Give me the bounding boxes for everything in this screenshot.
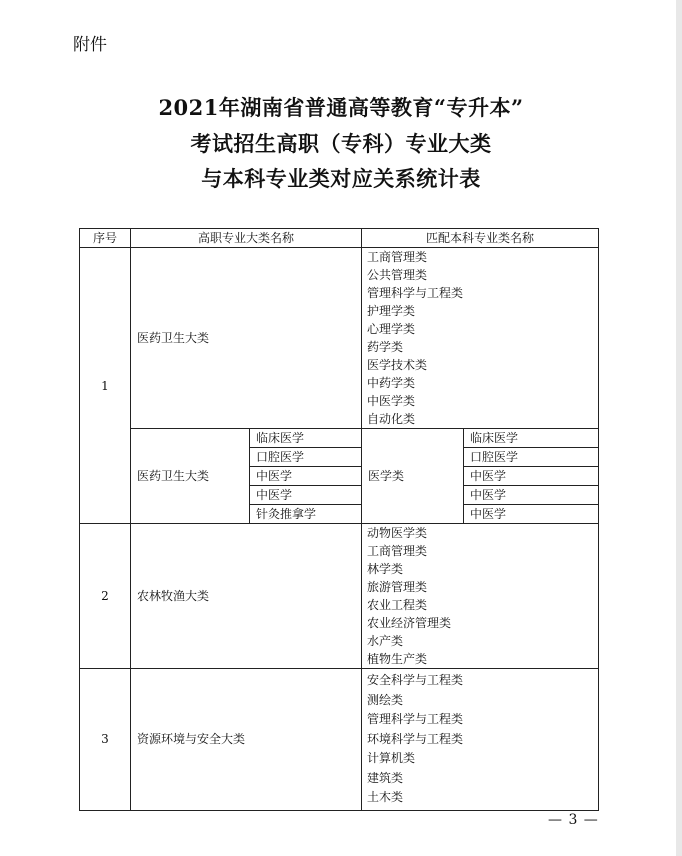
list-item: 植物生产类 [367,652,428,666]
row-seq: 3 [80,669,131,811]
match-major: 临床医学 [464,429,599,448]
match-list [362,669,599,811]
list-item: 管理科学与工程类 [367,712,464,726]
page-number: — 3 — [548,812,599,828]
list-item: 公共管理类 [367,268,428,282]
list-item: 旅游管理类 [367,580,428,594]
table-row [80,429,599,448]
list-item: 环境科学与工程类 [367,731,464,746]
list-item: 林学类 [367,562,404,576]
correspondence-table [79,228,599,811]
list-item: 农业经济管理类 [367,616,452,630]
sub-major: 中医学 [250,467,362,486]
list-item: 药学类 [367,340,404,354]
sub-major: 临床医学 [250,429,362,448]
list-item: 土木类 [367,790,404,804]
list-item: 中药学类 [367,376,416,390]
category-cell: 农林牧渔大类 [131,524,362,669]
list-item: 计算机类 [367,751,416,765]
list-item: 农业工程类 [367,598,428,612]
list-item: 测绘类 [367,692,404,707]
header-seq: 序号 [80,229,131,248]
list-item: 水产类 [367,634,404,648]
title-line-3: 与本科专业类对应关系统计表 [201,166,481,191]
title-line-2: 考试招生高职（专科）专业大类 [190,131,492,156]
list-item: 安全科学与工程类 [367,673,464,687]
list-item: 动物医学类 [367,526,428,540]
category-cell: 医药卫生大类 [131,429,250,524]
row-seq: 1 [80,248,131,524]
header-vocational: 高职专业大类名称 [131,229,362,248]
category-cell: 医药卫生大类 [131,248,362,429]
list-item: 中医学类 [367,394,416,408]
category-cell: 资源环境与安全大类 [131,669,362,811]
match-major: 中医学 [464,505,599,524]
table-row [80,524,599,669]
sub-major: 针灸推拿学 [250,505,362,524]
table-header-row [80,229,599,248]
match-major: 口腔医学 [464,448,599,467]
row-seq: 2 [80,524,131,669]
match-list [362,524,599,669]
list-item: 医学技术类 [367,358,428,372]
match-list [362,248,599,429]
header-undergrad: 匹配本科专业类名称 [362,229,599,248]
table-row [80,669,599,811]
title-line-1: 2021年湖南省普通高等教育“专升本” [158,95,524,120]
list-item: 管理科学与工程类 [367,286,464,300]
match-major: 中医学 [464,486,599,505]
list-item: 工商管理类 [367,250,428,264]
list-item: 工商管理类 [367,544,428,558]
match-major: 中医学 [464,467,599,486]
sub-major: 中医学 [250,486,362,505]
match-category: 医学类 [362,429,464,524]
list-item: 护理学类 [367,304,416,318]
attachment-label: 附件 [73,35,107,55]
list-item: 心理学类 [367,322,416,336]
list-item: 自动化类 [367,412,416,426]
sub-major: 口腔医学 [250,448,362,467]
list-item: 建筑类 [367,770,404,785]
table-row [80,248,599,429]
